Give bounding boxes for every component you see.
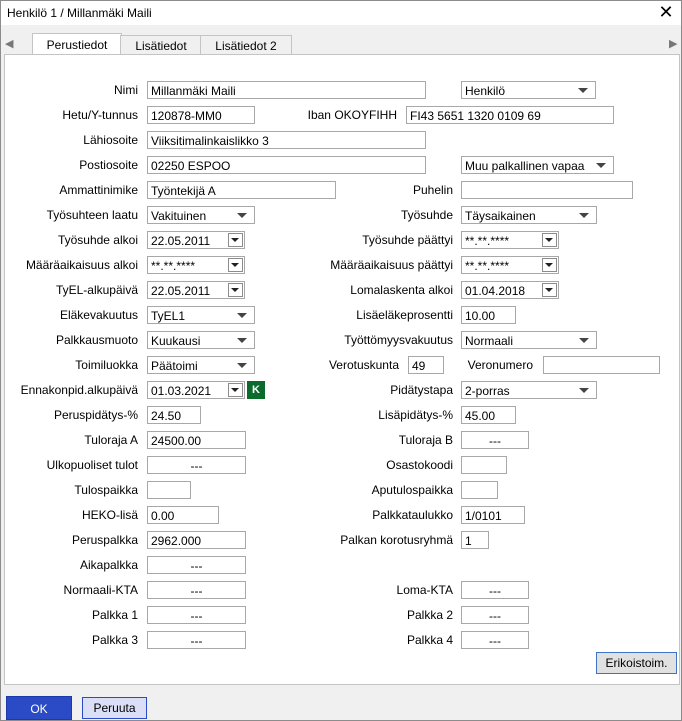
lisaelakeprosentti-label: Lisäeläkeprosentti [356,308,453,322]
close-icon[interactable]: ✕ [658,2,674,22]
tyosuhde-paattyi-value: **.**.**** [465,234,510,248]
tyosuhde-paattyi-date[interactable] [461,231,559,249]
palkka-4-label: Palkka 4 [406,633,453,647]
verotuskunta-label: Verotuskunta [328,358,399,372]
palkka-1-label: Palkka 1 [91,608,138,622]
calendar-dropdown-icon[interactable] [542,258,557,272]
calendar-dropdown-icon[interactable] [542,233,557,247]
tab-scroll-right-icon[interactable]: ▶ [669,38,678,50]
ok-button[interactable]: OK [6,696,72,720]
peruspidatys-input[interactable]: 24.50 [147,406,201,424]
tyosuhteen-laatu-label: Työsuhteen laatu [46,208,138,222]
lahiosoite-input[interactable]: Viiksitimalinkaislikko 3 [147,131,426,149]
tuloraja-a-label: Tuloraja A [84,433,138,447]
maaraaikaisuus-paattyi-label: Määräaikaisuus päättyi [330,258,453,272]
ulkopuoliset-tulot-label: Ulkopuoliset tulot [46,458,138,472]
calendar-dropdown-icon[interactable] [228,233,243,247]
tab-lisatiedot[interactable]: Lisätiedot [120,35,202,56]
lomalaskenta-alkoi-date[interactable] [461,281,559,299]
palkka-4-input[interactable]: --- [461,631,529,649]
tyosuhteen-laatu-select[interactable]: Vakituinen [147,206,255,224]
ammattinimike-input[interactable]: Työntekijä A [147,181,336,199]
tab-perustiedot[interactable]: Perustiedot [32,33,122,56]
peruspidatys-label: Peruspidätys-% [53,408,138,422]
tyottomyysvakuutus-select[interactable]: Normaali [461,331,597,349]
palkkausmuoto-select[interactable]: Kuukausi [147,331,255,349]
palkkataulukko-input[interactable]: 1/0101 [461,506,525,524]
postiosoite-label: Postiosoite [79,158,138,172]
palkan-korotusryhma-input[interactable]: 1 [461,531,489,549]
calendar-dropdown-icon[interactable] [228,283,243,297]
ennakonpid-alkupaiva-label: Ennakonpid.alkupäivä [20,383,138,397]
tyosuhde-alkoi-value: 22.05.2011 [151,234,211,248]
window-title: Henkilö 1 / Millanmäki Maili [7,6,152,20]
toimiluokka-select[interactable]: Päätoimi [147,356,255,374]
tyel-alkupaiva-date[interactable] [147,281,245,299]
lisapidatys-label: Lisäpidätys-% [378,408,453,422]
palkkatyyppi-select[interactable]: Muu palkallinen vapaa [461,156,614,174]
tuloraja-b-label: Tuloraja B [398,433,453,447]
palkka-2-input[interactable]: --- [461,606,529,624]
calendar-dropdown-icon[interactable] [228,258,243,272]
palkka-2-label: Palkka 2 [406,608,453,622]
tyottomyysvakuutus-label: Työttömyysvakuutus [344,333,453,347]
tyel-alkupaiva-value: 22.05.2011 [151,284,211,298]
puhelin-label: Puhelin [412,183,453,197]
elakevakuutus-select[interactable]: TyEL1 [147,306,255,324]
osastokoodi-label: Osastokoodi [386,458,453,472]
maaraaikaisuus-alkoi-value: **.**.**** [151,259,196,273]
lisaelakeprosentti-input[interactable]: 10.00 [461,306,516,324]
lomalaskenta-alkoi-value: 01.04.2018 [465,284,526,298]
maaraaikaisuus-paattyi-date[interactable] [461,256,559,274]
peruuta-button[interactable]: Peruuta [82,697,147,719]
lomalaskenta-alkoi-label: Lomalaskenta alkoi [350,283,453,297]
aputulospaikka-label: Aputulospaikka [371,483,453,497]
postiosoite-input[interactable]: 02250 ESPOO [147,156,426,174]
palkkataulukko-label: Palkkataulukko [372,508,453,522]
lahiosoite-label: Lähiosoite [83,133,138,147]
palkan-korotusryhma-label: Palkan korotusryhmä [340,533,453,547]
tulospaikka-input[interactable] [147,481,191,499]
palkka-1-input[interactable]: --- [147,606,246,624]
tyosuhde-label: Työsuhde [400,208,453,222]
hetu-input[interactable]: 120878-MM0 [147,106,255,124]
peruspalkka-label: Peruspalkka [71,533,138,547]
aikapalkka-input[interactable]: --- [147,556,246,574]
hetu-label: Hetu/Y-tunnus [62,108,138,122]
henkilotyyppi-select[interactable]: Henkilö [461,81,596,99]
nimi-label: Nimi [114,83,138,97]
tulospaikka-label: Tulospaikka [74,483,138,497]
normaali-kta-label: Normaali-KTA [63,583,138,597]
toimiluokka-label: Toimiluokka [75,358,138,372]
verotuskunta-input[interactable]: 49 [408,356,444,374]
tyosuhde-alkoi-date[interactable] [147,231,245,249]
calendar-dropdown-icon[interactable] [228,383,243,397]
tab-bar [1,33,681,55]
nimi-input[interactable]: Millanmäki Maili [147,81,426,99]
ammattinimike-label: Ammattinimike [59,183,138,197]
tuloraja-a-input[interactable]: 24500.00 [147,431,246,449]
lisapidatys-input[interactable]: 45.00 [461,406,516,424]
pidatystapa-select[interactable]: 2-porras [461,381,597,399]
puhelin-input[interactable] [461,181,633,199]
tuloraja-b-input[interactable]: --- [461,431,529,449]
maaraaikaisuus-alkoi-date[interactable] [147,256,245,274]
ennakonpid-alkupaiva-value: 01.03.2021 [151,384,212,398]
ulkopuoliset-tulot-input[interactable]: --- [147,456,246,474]
palkka-3-label: Palkka 3 [91,633,138,647]
tab-scroll-left-icon[interactable]: ◀ [5,38,14,50]
maaraaikaisuus-alkoi-label: Määräaikaisuus alkoi [25,258,138,272]
peruspalkka-input[interactable]: 2962.000 [147,531,246,549]
tyosuhde-alkoi-label: Työsuhde alkoi [57,233,138,247]
title-bar[interactable] [1,1,681,25]
loma-kta-input[interactable]: --- [461,581,529,599]
heko-lisa-input[interactable]: 0.00 [147,506,219,524]
tyosuhde-paattyi-label: Työsuhde päättyi [362,233,453,247]
veronumero-input[interactable] [543,356,660,374]
ennakonpid-alkupaiva-date[interactable] [147,381,245,399]
veronumero-label: Veronumero [467,358,533,372]
calendar-dropdown-icon[interactable] [542,283,557,297]
aputulospaikka-input[interactable] [461,481,498,499]
k-button[interactable]: K [247,381,265,399]
maaraaikaisuus-paattyi-value: **.**.**** [465,259,510,273]
osastokoodi-input[interactable] [461,456,507,474]
iban-input[interactable]: FI43 5651 1320 0109 69 [406,106,614,124]
tab-lisatiedot-2[interactable]: Lisätiedot 2 [200,35,292,56]
tyosuhde-select[interactable]: Täysaikainen [461,206,597,224]
palkkausmuoto-label: Palkkausmuoto [55,333,138,347]
tyel-alkupaiva-label: TyEL-alkupäivä [55,283,138,297]
normaali-kta-input[interactable]: --- [147,581,246,599]
erikoistoim-button[interactable]: Erikoistoim. [596,652,677,674]
iban-label: Iban OKOYFIHH [307,108,397,122]
heko-lisa-label: HEKO-lisä [81,508,138,522]
loma-kta-label: Loma-KTA [396,583,453,597]
palkka-3-input[interactable]: --- [147,631,246,649]
elakevakuutus-label: Eläkevakuutus [59,308,138,322]
aikapalkka-label: Aikapalkka [79,558,138,572]
pidatystapa-label: Pidätystapa [390,383,453,397]
